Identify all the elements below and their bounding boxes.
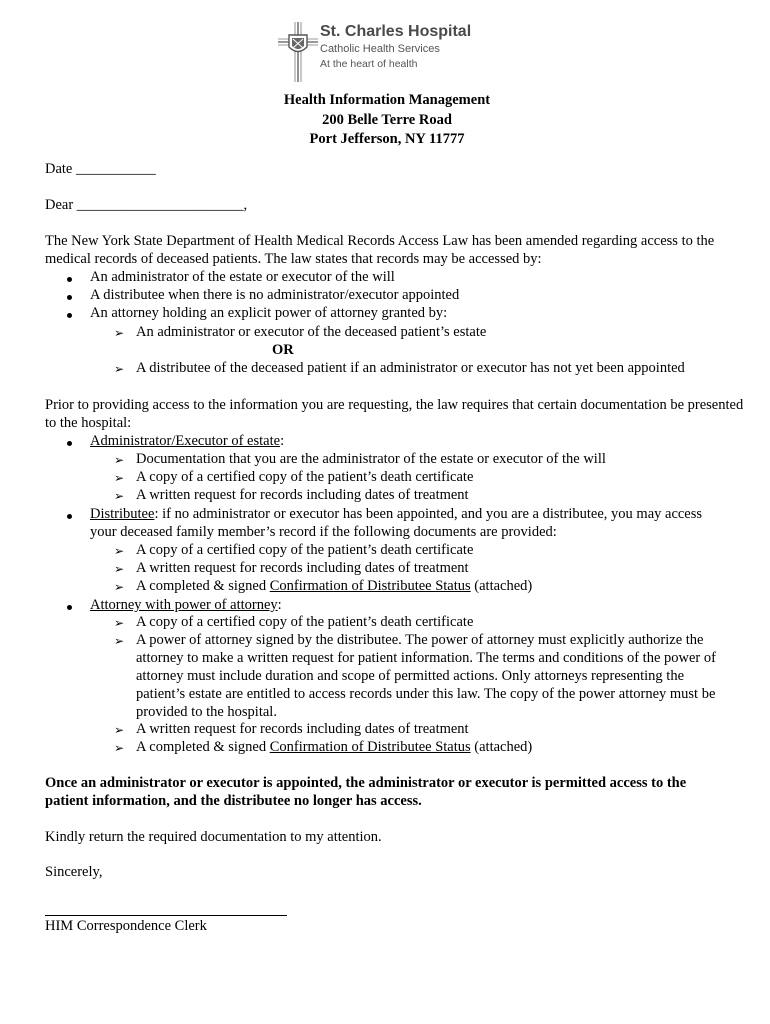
salutation: Dear _______________________, [45,197,248,213]
signature-line [45,915,287,916]
bullet-icon [67,605,72,610]
letterhead [0,91,770,150]
atty-item-4 [136,739,532,757]
bullet-icon [67,441,72,446]
closing-request: Kindly return the required documentation to my attention. [45,829,382,845]
department-name: Health Information Management [283,92,491,108]
bullet-icon [67,295,72,300]
logo-subtitle: Catholic Health Services [320,43,440,55]
sincerely: Sincerely, [45,864,103,880]
arrow-bullet-icon: ➢ [114,326,125,340]
admin-heading: Administrator/Executor of estate [90,433,281,449]
admin-heading-line: Administrator/Executor of estate: [90,433,285,449]
atty-item-1: A copy of a certified copy of the patient’s death certificate [136,614,474,630]
notice-line-2: patient information, and the distributee no longer has access. [45,793,422,809]
atty-poa-line-2: attorney to make a written request for patient information. The terms and conditions of the power of [136,650,716,666]
arrow-bullet-icon: ➢ [114,562,125,576]
distributee-line-1 [90,506,702,524]
arrow-bullet-icon: ➢ [114,471,125,485]
atty-poa-line-1: A power of attorney signed by the distributee. The power of attorney must explicitly authorize the [136,632,704,648]
arrow-bullet-icon: ➢ [114,616,125,630]
date-line: Date ___________ [45,161,156,177]
admin-item-1: Documentation that you are the administrator of the estate or executor of the will [136,451,606,467]
atty-poa-line-5: provided to the hospital. [136,704,277,720]
logo-name: St. Charles Hospital [320,23,472,40]
bullet-icon [67,313,72,318]
arrow-bullet-icon: ➢ [114,741,125,755]
arrow-bullet-icon: ➢ [114,634,125,648]
admin-item-2: A copy of a certified copy of the patient’s death certificate [136,469,474,485]
intro-bullet-3: An attorney holding an explicit power of attorney granted by: [90,305,448,321]
street-address: 200 Belle Terre Road [322,111,452,128]
intro-bullet-1: An administrator of the estate or executor of the will [90,269,395,285]
arrow-bullet-icon: ➢ [114,544,125,558]
arrow-bullet-icon: ➢ [114,489,125,503]
dist-item-3 [136,578,532,596]
admin-item-3: A written request for records including dates of treatment [136,487,469,503]
hospital-logo [278,20,498,84]
dist-item-2: A written request for records including dates of treatment [136,560,469,576]
intro-bullet-2: A distributee when there is no administrator/executor appointed [90,287,460,303]
notice-line-1: Once an administrator or executor is appointed, the administrator or executor is permitted access to the [45,775,687,791]
completed-prefix: A completed & signed [136,739,270,755]
cross-emblem-icon [278,20,318,84]
attorney-heading: Attorney with power of attorney [90,597,278,613]
attached-note: (attached) [470,739,533,755]
distributee-heading: Distributee [90,506,155,522]
arrow-bullet-icon: ➢ [114,723,125,737]
arrow-bullet-icon: ➢ [114,580,125,594]
distributee-text-1: : if no administrator or executor has been appointed, and you are a distributee, you may access [154,506,703,522]
requirements-paragraph: Prior to providing access to the information you are requesting, the law requires that certain documentation be presented to the hospital: [45,397,744,431]
city-state-zip: Port Jefferson, NY 11777 [309,131,465,147]
arrow-bullet-icon: ➢ [114,453,125,467]
atty-poa-line-3: attorney must include duration and scope of permitted actions. Only attorneys representing the [136,668,685,684]
distributee-form-name: Confirmation of Distributee Status [269,739,471,755]
bullet-icon [67,514,72,519]
atty-poa-line-4: patient’s estate are entitled to access records under this law. The copy of the power attorney must be [136,686,716,702]
bullet-icon [67,277,72,282]
attorney-heading-line: Attorney with power of attorney: [90,597,282,613]
attached-note: (attached) [470,578,533,594]
intro-paragraph: The New York State Department of Health Medical Records Access Law has been amended regarding access to the medical records of deceased patients. The law states that records may be accessed by: [45,233,715,267]
signature-title: HIM Correspondence Clerk [45,918,207,934]
or-label: OR [272,342,294,358]
dist-item-1: A copy of a certified copy of the patient’s death certificate [136,542,474,558]
intro-sub-b: A distributee of the deceased patient if an administrator or executor has not yet been appointed [136,360,685,376]
completed-prefix: A completed & signed [136,578,270,594]
arrow-bullet-icon: ➢ [114,362,125,376]
logo-tagline: At the heart of health [320,58,418,70]
distributee-form-name: Confirmation of Distributee Status [269,578,471,594]
atty-item-3: A written request for records including dates of treatment [136,721,469,737]
intro-sub-a: An administrator or executor of the deceased patient’s estate [136,324,487,340]
distributee-text-2: your deceased family member’s record if the following documents are provided: [90,524,557,540]
